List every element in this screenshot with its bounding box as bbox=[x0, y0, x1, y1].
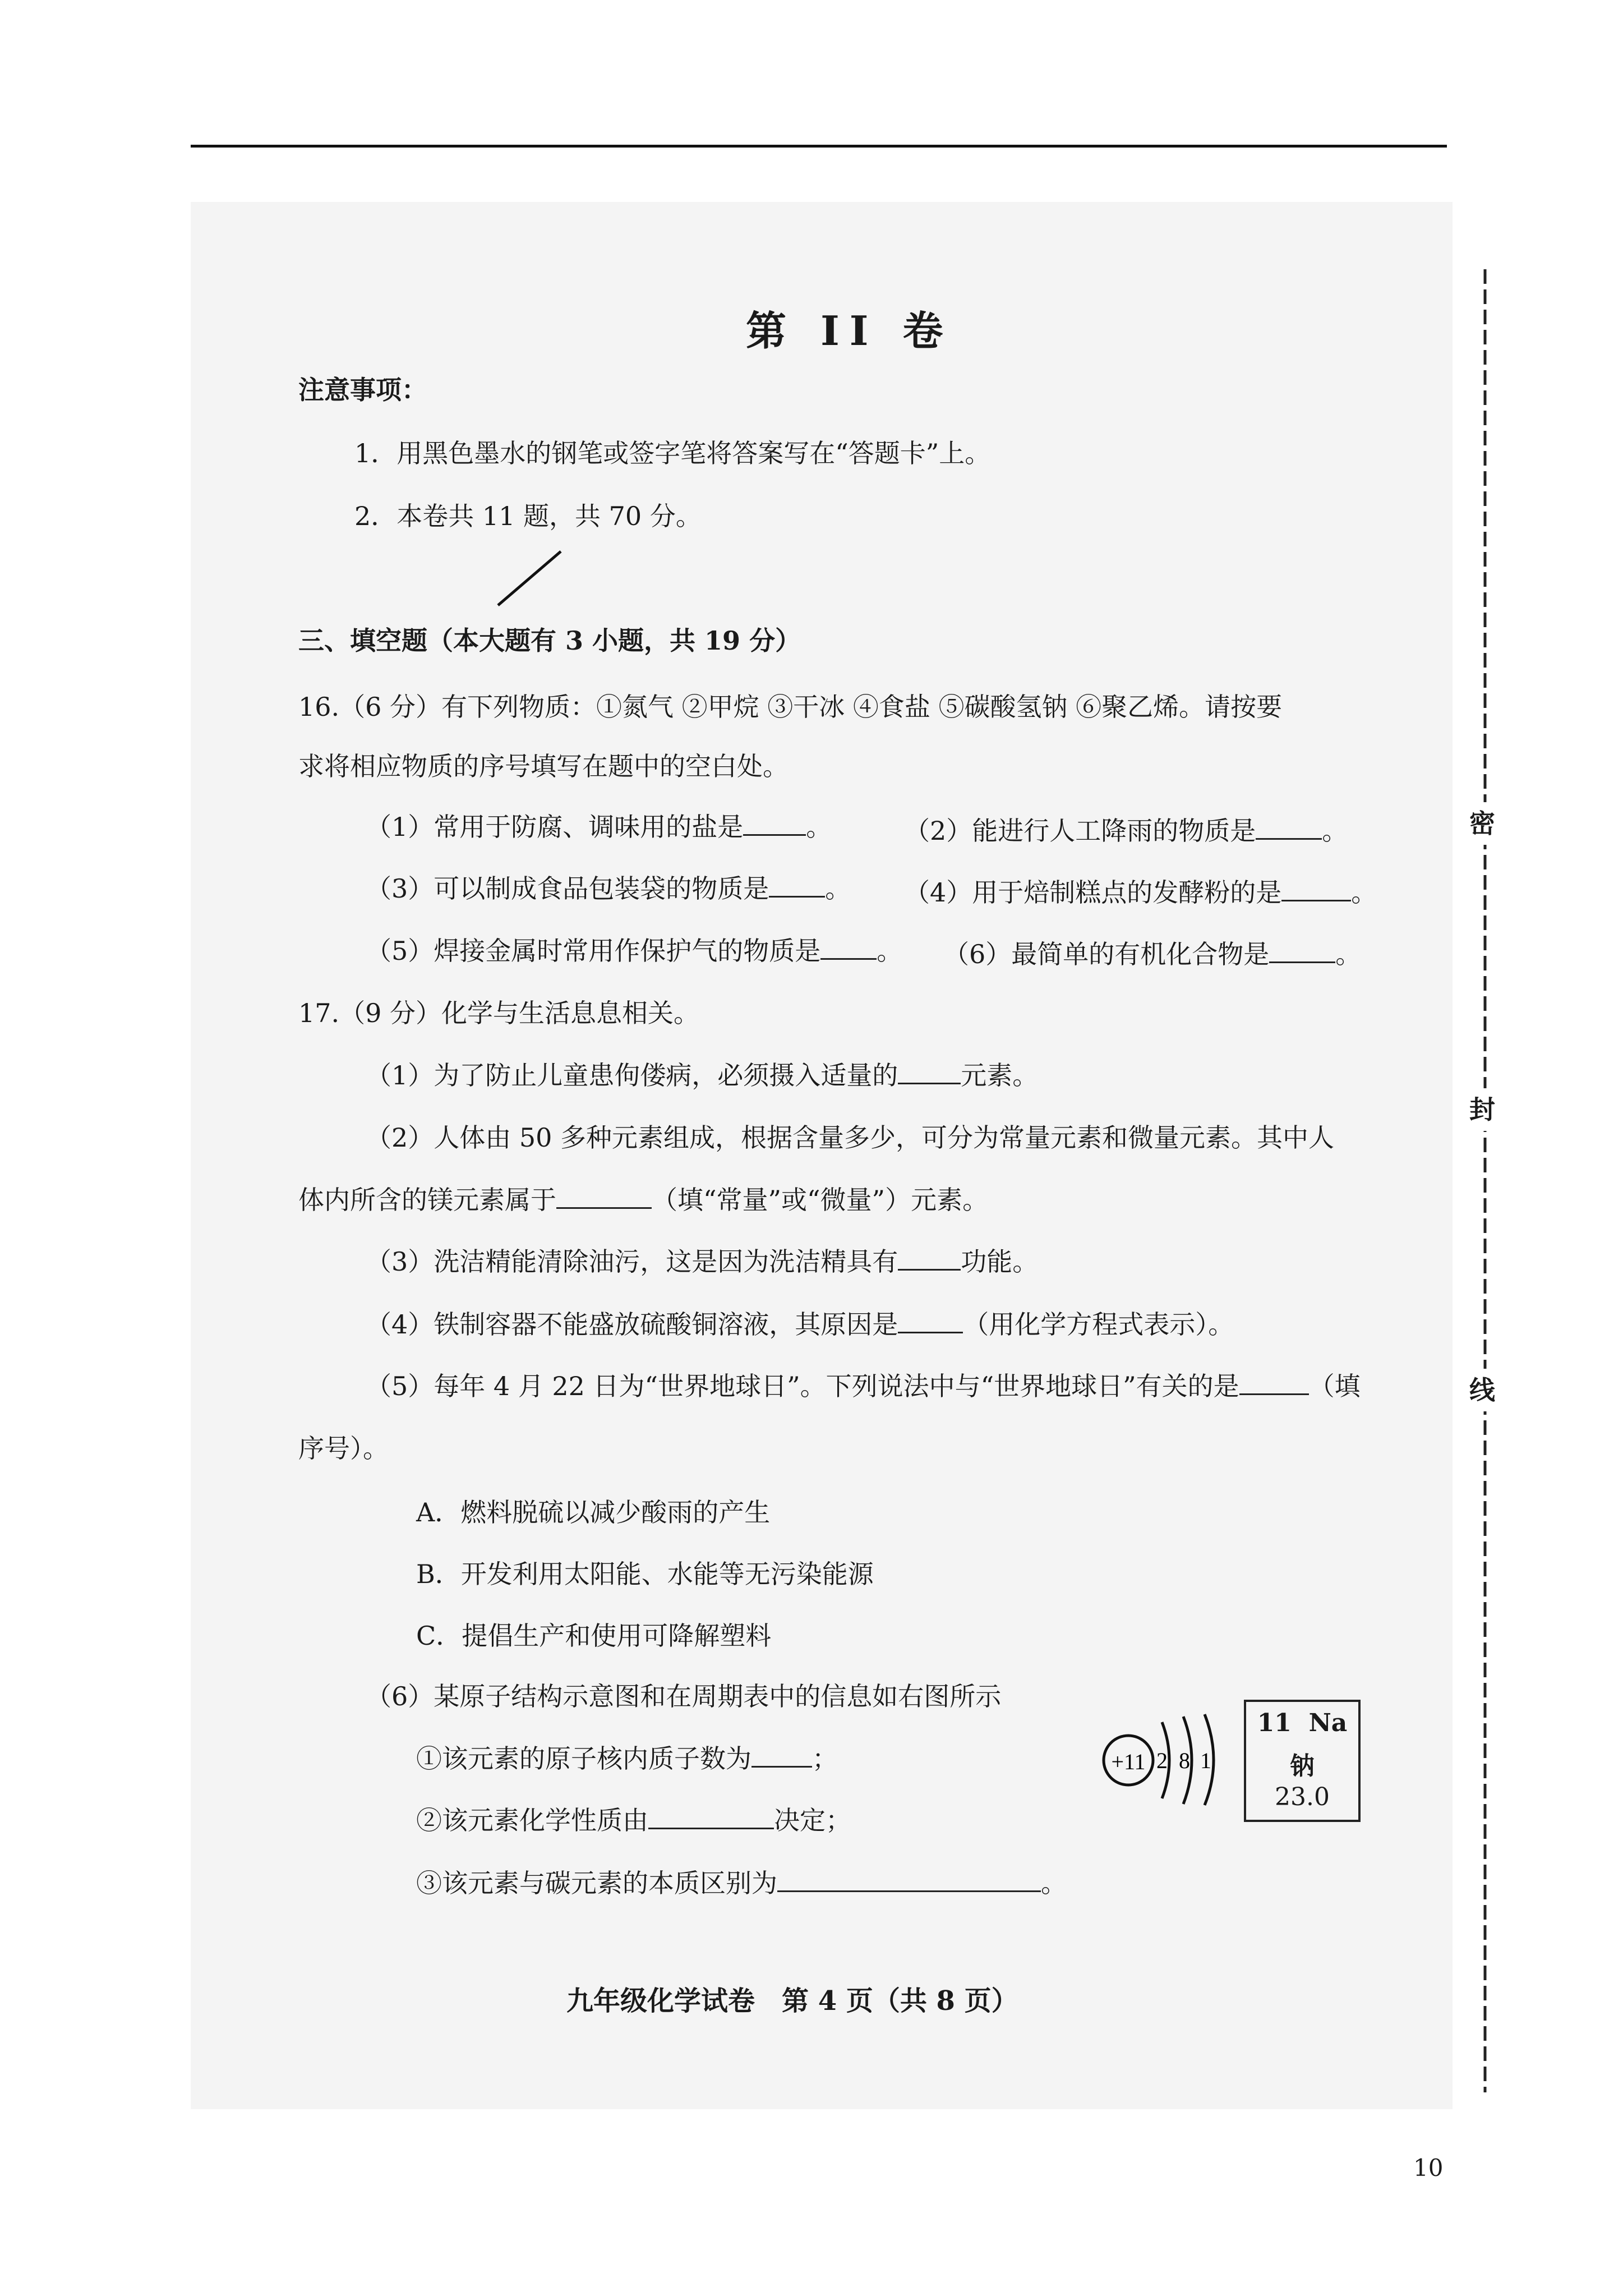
atom-structure-diagram bbox=[1099, 1700, 1234, 1806]
q16-part2-text: （2）能进行人工降雨的物质是 bbox=[904, 816, 1256, 846]
period: 。 bbox=[825, 873, 851, 904]
pen-stroke-mark bbox=[494, 547, 566, 609]
q17-stem: 17.（9 分）化学与生活息息相关。 bbox=[298, 998, 700, 1028]
answer-blank[interactable] bbox=[1281, 875, 1351, 901]
q17-part4-text: （4）铁制容器不能盛放硫酸铜溶液，其原因是 bbox=[366, 1309, 898, 1340]
period: 。 bbox=[1335, 939, 1362, 969]
q17-part6-iii bbox=[416, 1866, 1067, 1900]
q16-part4 bbox=[904, 875, 1377, 909]
semicolon: ； bbox=[812, 1743, 838, 1774]
q17-part1 bbox=[366, 1058, 1038, 1092]
q17-part6-ii-suffix: 决定； bbox=[774, 1805, 851, 1835]
shell-electrons-2: 8 bbox=[1179, 1748, 1190, 1773]
answer-blank[interactable] bbox=[898, 1307, 963, 1333]
binding-line bbox=[1453, 269, 1514, 2092]
atomic-number: 11 bbox=[1257, 1709, 1292, 1737]
element-name: 钠 bbox=[1290, 1752, 1315, 1780]
q17-part5-line1 bbox=[366, 1369, 1361, 1403]
answer-blank[interactable] bbox=[1256, 813, 1322, 840]
page-footer: 九年级化学试卷 第 4 页（共 8 页） bbox=[566, 1985, 1018, 2017]
section-heading: 三、填空题（本大题有 3 小题，共 19 分） bbox=[298, 625, 801, 656]
q17-part2-line2 bbox=[298, 1182, 988, 1217]
q17-part3-suffix: 功能。 bbox=[961, 1246, 1039, 1277]
periodic-table-cell bbox=[1244, 1700, 1361, 1822]
q17-part5-line2: 序号）。 bbox=[298, 1433, 389, 1464]
answer-blank[interactable] bbox=[1269, 937, 1335, 963]
q16-stem-line1: 16.（6 分）有下列物质：①氮气 ②甲烷 ③干冰 ④食盐 ⑤碳酸氢钠 ⑥聚乙烯。请按要 bbox=[298, 692, 1283, 722]
q16-part6 bbox=[943, 937, 1361, 971]
q16-part5-text: （5）焊接金属时常用作保护气的物质是 bbox=[366, 936, 821, 966]
q17-part2-suffix: （填“常量”或“微量”）元素。 bbox=[652, 1185, 989, 1215]
q17-part3 bbox=[366, 1244, 1038, 1278]
q17-part6: （6）某原子结构示意图和在周期表中的信息如右图所示 bbox=[366, 1681, 1002, 1711]
q17-part4-suffix: （用化学方程式表示）。 bbox=[963, 1309, 1234, 1340]
answer-blank[interactable] bbox=[898, 1244, 961, 1271]
notes-heading: 注意事项： bbox=[298, 375, 427, 405]
q17-part1-suffix: 元素。 bbox=[961, 1060, 1039, 1091]
q17-part6-ii-text: ②该元素化学性质由 bbox=[416, 1805, 648, 1835]
q17-part3-text: （3）洗洁精能清除油污，这是因为洗洁精具有 bbox=[366, 1246, 898, 1277]
answer-blank[interactable] bbox=[777, 1866, 1041, 1892]
element-symbol: Na bbox=[1308, 1709, 1348, 1737]
q17-part6-i-text: ①该元素的原子核内质子数为 bbox=[416, 1743, 751, 1774]
answer-blank[interactable] bbox=[898, 1058, 961, 1084]
atomic-mass: 23.0 bbox=[1275, 1783, 1330, 1811]
period: 。 bbox=[1041, 1868, 1067, 1898]
shell-electrons-3: 1 bbox=[1200, 1748, 1211, 1773]
period: 。 bbox=[1351, 877, 1377, 908]
answer-blank[interactable] bbox=[1239, 1369, 1309, 1395]
q17-part6-i bbox=[416, 1741, 838, 1775]
q17-part1-text: （1）为了防止儿童患佝偻病，必须摄入适量的 bbox=[366, 1060, 898, 1091]
q17-part6-ii bbox=[416, 1803, 851, 1837]
q16-part4-text: （4）用于焙制糕点的发酵粉的是 bbox=[904, 877, 1282, 908]
answer-blank[interactable] bbox=[743, 809, 806, 836]
q17-part2-text: 体内所含的镁元素属于 bbox=[298, 1185, 556, 1215]
answer-blank[interactable] bbox=[556, 1182, 652, 1209]
note-item-2: 2．本卷共 11 题，共 70 分。 bbox=[354, 501, 702, 531]
q16-part2 bbox=[904, 813, 1348, 848]
answer-blank[interactable] bbox=[769, 871, 825, 898]
q17-part5-text: （5）每年 4 月 22 日为“世界地球日”。下列说法中与“世界地球日”有关的是 bbox=[366, 1371, 1239, 1401]
q16-part5 bbox=[366, 933, 902, 968]
q17-part6-iii-text: ③该元素与碳元素的本质区别为 bbox=[416, 1868, 777, 1898]
shell-electrons-1: 2 bbox=[1156, 1748, 1168, 1773]
q16-stem-line2: 求将相应物质的序号填写在题中的空白处。 bbox=[298, 751, 789, 781]
page-number: 10 bbox=[1413, 2154, 1444, 2182]
q16-part6-text: （6）最简单的有机化合物是 bbox=[943, 939, 1270, 969]
period: 。 bbox=[1322, 816, 1348, 846]
option-a: A．燃料脱硫以减少酸雨的产生 bbox=[416, 1497, 771, 1527]
q17-part5-suffix: （填 bbox=[1308, 1371, 1361, 1401]
q16-part3 bbox=[366, 871, 851, 905]
period: 。 bbox=[806, 812, 832, 842]
q16-part3-text: （3）可以制成食品包装袋的物质是 bbox=[366, 873, 769, 904]
page-title: 第 II 卷 bbox=[746, 307, 953, 355]
binding-mark-line: 线 bbox=[1469, 1369, 1495, 1411]
nucleus-charge: +11 bbox=[1111, 1749, 1146, 1774]
element-number-symbol bbox=[1246, 1709, 1358, 1737]
option-b: B．开发利用太阳能、水能等无污染能源 bbox=[416, 1559, 874, 1589]
binding-mark-seal: 密 bbox=[1469, 802, 1495, 845]
q16-part1-text: （1）常用于防腐、调味用的盐是 bbox=[366, 812, 744, 842]
q16-part1 bbox=[366, 809, 832, 844]
note-item-1: 1．用黑色墨水的钢笔或签字笔将答案写在“答题卡”上。 bbox=[354, 438, 991, 468]
q17-part4 bbox=[366, 1307, 1234, 1341]
binding-line-drawing bbox=[1453, 269, 1514, 2092]
binding-mark-close: 封 bbox=[1469, 1088, 1495, 1131]
q17-part2-line1: （2）人体由 50 多种元素组成，根据含量多少，可分为常量元素和微量元素。其中人 bbox=[366, 1122, 1335, 1153]
answer-blank[interactable] bbox=[751, 1741, 812, 1768]
top-rule bbox=[191, 145, 1447, 148]
answer-blank[interactable] bbox=[648, 1803, 774, 1829]
option-c: C．提倡生产和使用可降解塑料 bbox=[416, 1621, 772, 1651]
period: 。 bbox=[877, 936, 903, 966]
answer-blank[interactable] bbox=[820, 933, 877, 960]
